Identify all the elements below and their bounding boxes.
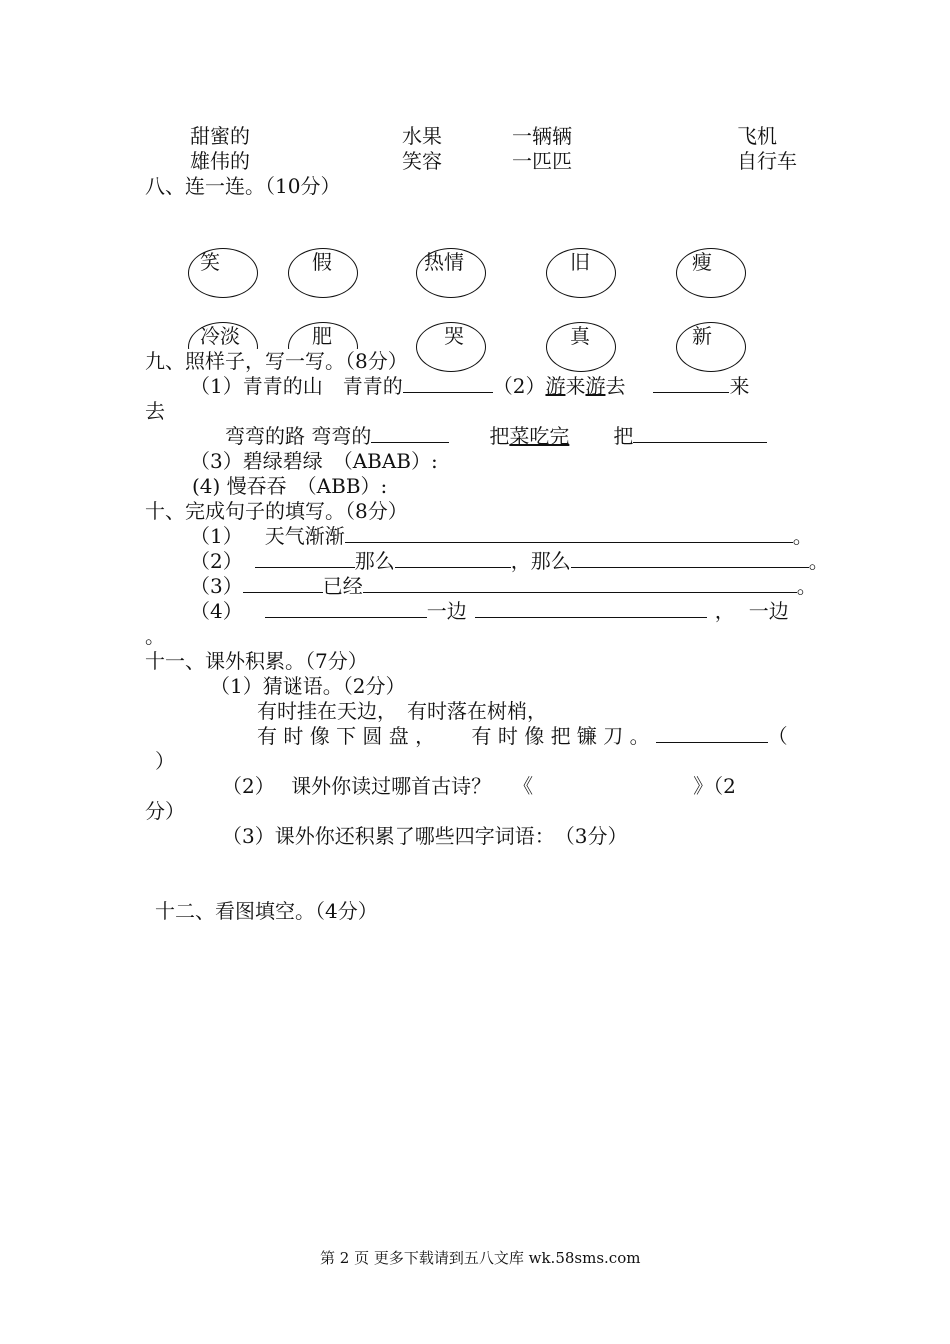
section-title-10: 十、完成句子的填写。（8分）	[145, 499, 408, 523]
word: 雄伟的	[190, 149, 250, 173]
section-title-12: 十二、看图填空。（4分）	[155, 899, 378, 923]
q9-line1-wrap: 去	[145, 399, 165, 423]
word: 一辆辆	[512, 124, 572, 148]
oval-word: 真	[570, 324, 590, 348]
word: 一匹匹	[512, 149, 572, 173]
q11-p2-wrap: 分）	[145, 799, 185, 823]
q9-line4: (4) 慢吞吞 （ABB）:	[192, 474, 388, 498]
oval-word: 哭	[444, 324, 464, 348]
oval	[188, 248, 258, 298]
oval-word: 冷淡	[200, 324, 240, 348]
q10-s1: （1） 天气渐渐 。	[190, 524, 813, 548]
q10-s4: （4） 一边 ， 一边	[190, 599, 789, 623]
word: 自行车	[737, 149, 797, 173]
q11-riddle1: 有时挂在天边， 有时落在树梢，	[257, 699, 547, 723]
q11-p3: （3）课外你还积累了哪些四字词语： （3分）	[222, 824, 628, 848]
page-footer: 第 2 页 更多下载请到五八文库 wk.58sms.com	[320, 1249, 641, 1267]
q9-line2: 弯弯的路 弯弯的 把菜吃完 把	[225, 424, 767, 448]
q11-p2: （2） 课外你读过哪首古诗？ 《 》（2	[222, 774, 736, 798]
oval-word: 热情	[424, 250, 464, 274]
word: 甜蜜的	[190, 124, 250, 148]
q11-paren-close: ）	[155, 749, 175, 773]
word: 水果	[402, 124, 442, 148]
oval-word: 瘦	[692, 250, 712, 274]
q11-riddle2: 有 时 像 下 圆 盘 ， 有 时 像 把 镰 刀 。 （	[257, 724, 788, 748]
section-title-11: 十一、课外积累。（7分）	[145, 649, 368, 673]
q10-s4-wrap: 。	[145, 624, 165, 648]
section-title-8: 八、连一连。（10分）	[145, 174, 341, 198]
oval-word: 新	[692, 324, 712, 348]
q9-line3: （3）碧绿碧绿 （ABAB）:	[190, 449, 438, 473]
word: 飞机	[737, 124, 777, 148]
q11-p1: （1）猜谜语。（2分）	[210, 674, 406, 698]
oval-word: 旧	[570, 250, 590, 274]
q9-line1: （1）青青的山 青青的 （2）游来游去 来	[190, 374, 750, 398]
q10-s2: （2） 那么 ，那么 。	[190, 549, 829, 573]
oval-word: 肥	[312, 324, 332, 348]
q10-s3: （3） 已经 。	[190, 574, 817, 598]
oval-word: 假	[312, 250, 332, 274]
word: 笑容	[402, 149, 442, 173]
section-title-9: 九、照样子，写一写。（8分）	[145, 349, 408, 373]
oval-word: 笑	[200, 250, 220, 274]
